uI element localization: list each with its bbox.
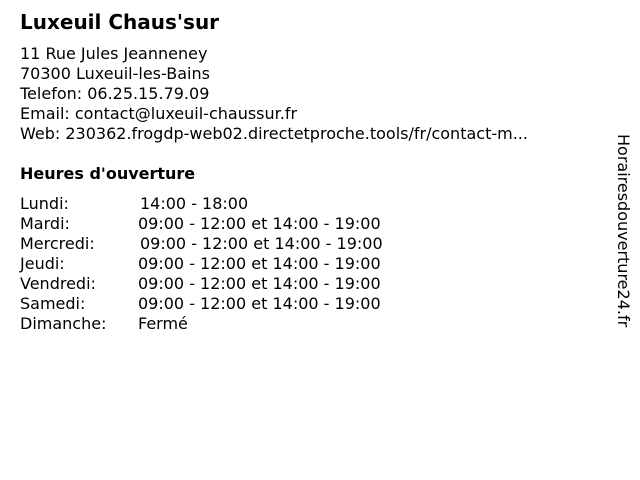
site-brand-vertical: Horairesdouverture24.fr: [614, 134, 633, 328]
time-value: 14:00 - 18:00: [140, 194, 249, 213]
opening-hours-heading: Heures d'ouverture: [20, 164, 196, 183]
time-value: 09:00 - 12:00 et 14:00 - 19:00: [138, 254, 381, 273]
time-value: 09:00 - 12:00 et 14:00 - 19:00: [138, 294, 381, 313]
website-link[interactable]: Web: 230362.frogdp-web02.directetproche.tools/fr/contact-m...: [20, 124, 528, 143]
day-label: Mardi:: [20, 214, 70, 233]
day-label: Mercredi:: [20, 234, 95, 253]
day-label: Vendredi:: [20, 274, 96, 293]
street-address: 11 Rue Jules Jeanneney: [20, 44, 208, 63]
time-value: 09:00 - 12:00 et 14:00 - 19:00: [140, 234, 383, 253]
day-label: Lundi:: [20, 194, 69, 213]
time-value: Fermé: [138, 314, 188, 333]
contact-block: [20, 44, 528, 144]
city-address: 70300 Luxeuil-les-Bains: [20, 64, 210, 83]
time-value: 09:00 - 12:00 et 14:00 - 19:00: [138, 274, 381, 293]
day-label: Jeudi:: [20, 254, 65, 273]
business-name: Luxeuil Chaus'sur: [20, 10, 220, 34]
day-label: Dimanche:: [20, 314, 107, 333]
email-address[interactable]: Email: contact@luxeuil-chaussur.fr: [20, 104, 298, 123]
day-label: Samedi:: [20, 294, 86, 313]
time-value: 09:00 - 12:00 et 14:00 - 19:00: [138, 214, 381, 233]
phone-number[interactable]: Telefon: 06.25.15.79.09: [20, 84, 210, 103]
